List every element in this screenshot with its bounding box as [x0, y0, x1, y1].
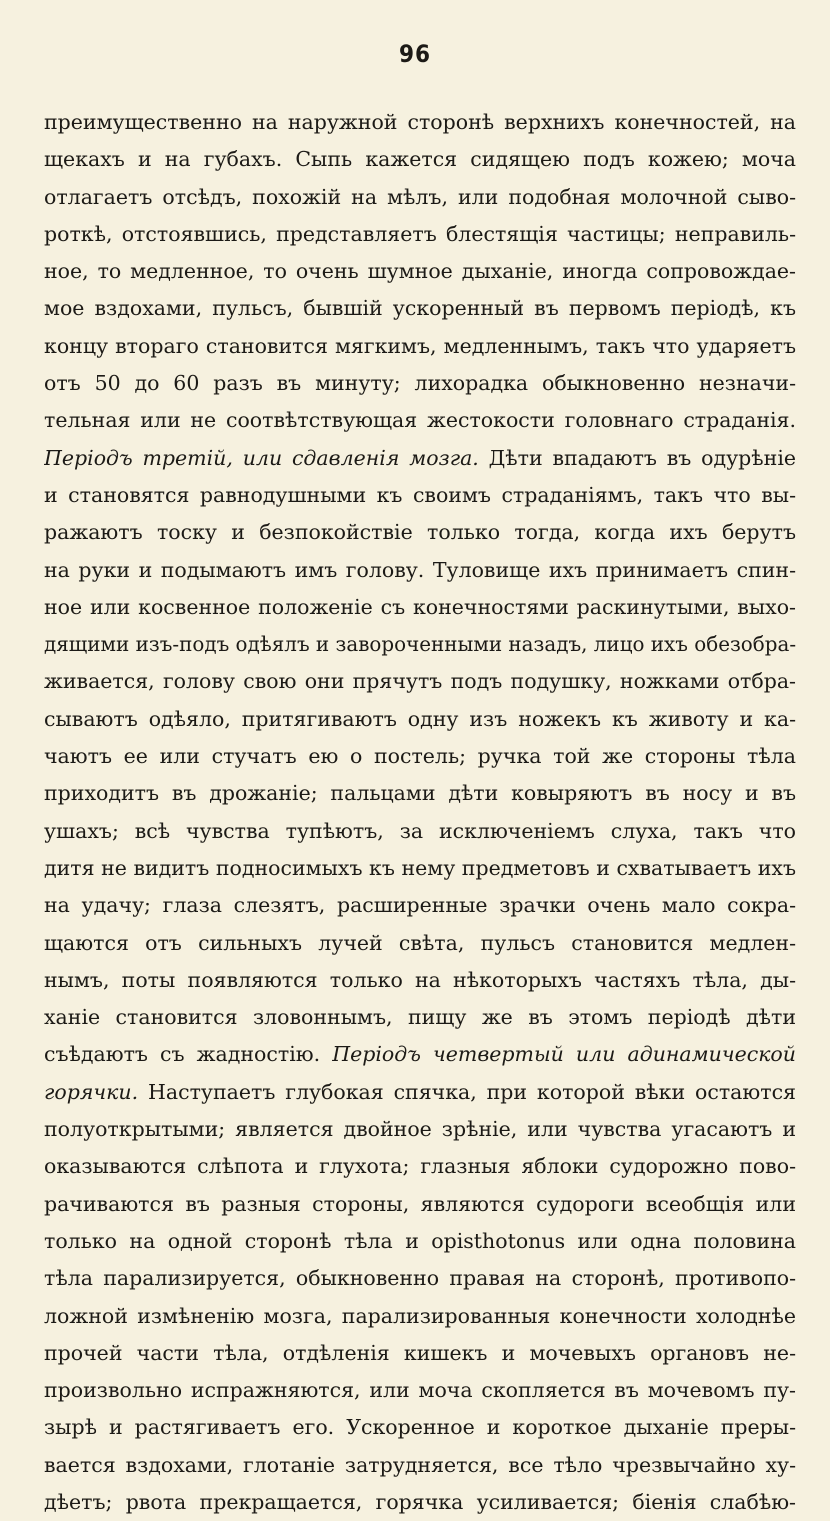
text-line [44, 738, 796, 775]
text-segment: концу втораго становится мягкимъ, медленнымъ, такъ что ударяетъ [44, 333, 796, 358]
text-line [44, 216, 796, 253]
text-segment: Наступаетъ глубокая спячка, при которой вѣки остаются [138, 1079, 796, 1104]
text-line [44, 626, 796, 663]
text-line [44, 663, 796, 700]
text-segment: преимущественно на наружной сторонѣ верхнихъ конечностей, на [44, 110, 796, 134]
text-segment: нымъ, поты появляются только на нѣкоторыхъ частяхъ тѣла, ды- [44, 967, 796, 992]
text-segment: приходитъ въ дрожаніе; пальцами дѣти ковыряютъ въ носу и въ [44, 781, 796, 806]
text-segment: съѣдаютъ съ жадностію. [44, 1042, 333, 1067]
text-segment: щекахъ и на губахъ. Сыпь кажется сидящею подъ кожею; моча [44, 147, 796, 172]
text-line [44, 477, 796, 514]
italic-text-segment: Періодъ четвертый или адинамической [332, 1042, 796, 1067]
text-line [44, 1409, 796, 1446]
text-segment: Дѣти впадаютъ въ одурѣніе [478, 445, 796, 470]
text-segment: оказываются слѣпота и глухота; глазныя яблоки судорожно пово- [44, 1154, 796, 1179]
text-segment: ное или косвенное положеніе съ конечностями раскинутыми, выхо- [44, 594, 796, 619]
text-segment: тельная или не соотвѣтствующая жестокости головнаго страданія. [44, 408, 796, 433]
text-line [44, 1298, 796, 1335]
text-segment: сываютъ одѣяло, притягиваютъ одну изъ ножекъ къ животу и ка- [44, 706, 796, 731]
text-segment: чаютъ ее или стучатъ ею о постель; ручка той же стороны тѣла [44, 744, 796, 769]
text-line [44, 999, 796, 1036]
text-line [44, 962, 796, 999]
text-segment: щаются отъ сильныхъ лучей свѣта, пульсъ становится медлен- [44, 930, 796, 955]
text-segment: живается, голову свою они прячутъ подъ подушку, ножками отбра- [44, 669, 796, 694]
text-segment: дящими изъ-подъ одѣялъ и завороченными назадъ, лицо ихъ обезобра- [44, 632, 796, 657]
text-line [44, 701, 796, 738]
text-line [44, 813, 796, 850]
text-line [44, 1372, 796, 1409]
text-line [44, 1186, 796, 1223]
text-segment: ложной измѣненію мозга, парализированныя конечности холоднѣе [44, 1303, 796, 1328]
text-line [44, 1484, 796, 1521]
text-line [44, 514, 796, 551]
page-number: 96 [398, 40, 432, 68]
text-segment: ушахъ; всѣ чувства тупѣютъ, за исключеніемъ слуха, такъ что [44, 818, 796, 843]
text-line [44, 328, 796, 365]
text-segment: ханіе становится зловоннымъ, пищу же въ этомъ періодѣ дѣти [44, 1005, 796, 1030]
text-line [44, 179, 796, 216]
text-line [44, 552, 796, 589]
text-segment: дѣетъ; рвота прекращается, горячка усиливается; біенія слабѣю- [44, 1489, 796, 1514]
text-segment: полуоткрытыми; является двойное зрѣніе, или чувства угасаютъ и [44, 1117, 796, 1142]
text-line [44, 925, 796, 962]
text-line [44, 1260, 796, 1297]
text-line [44, 1111, 796, 1148]
italic-text-segment: Періодъ третій, или сдавленія мозга. [44, 445, 479, 470]
text-segment: дитя не видитъ подносимыхъ къ нему предметовъ и схватываетъ ихъ [44, 855, 796, 880]
text-line [44, 402, 796, 439]
text-segment: роткѣ, отстоявшись, представляетъ блестящія частицы; неправиль- [44, 221, 796, 246]
text-line [44, 1148, 796, 1185]
text-segment: и становятся равнодушными къ своимъ страданіямъ, такъ что вы- [44, 482, 796, 507]
text-line [44, 1074, 796, 1111]
text-line [44, 775, 796, 812]
text-segment: тѣла парализируется, обыкновенно правая на сторонѣ, противопо- [44, 1266, 796, 1291]
text-line [44, 253, 796, 290]
text-line [44, 1223, 796, 1260]
italic-text-segment: горячки. [44, 1079, 139, 1104]
text-line [44, 141, 796, 178]
text-line [44, 1447, 796, 1484]
text-segment: прочей части тѣла, отдѣленія кишекъ и мочевыхъ органовъ не- [44, 1340, 796, 1365]
text-line [44, 365, 796, 402]
text-segment: отъ 50 до 60 разъ въ минуту; лихорадка обыкновенно незначи- [44, 371, 796, 396]
text-line [44, 850, 796, 887]
text-segment: мое вздохами, пульсъ, бывшій ускоренный въ первомъ періодѣ, къ [44, 296, 796, 321]
text-segment: ражаютъ тоску и безпокойствіе только тогда, когда ихъ берутъ [44, 520, 796, 545]
text-line [44, 104, 796, 141]
text-line [44, 1036, 796, 1073]
text-segment: рачиваются въ разныя стороны, являются судороги всеобщія или [44, 1191, 796, 1216]
text-line [44, 290, 796, 327]
text-line [44, 1335, 796, 1372]
text-line [44, 589, 796, 626]
body-text [44, 104, 796, 1521]
text-segment: зырѣ и растягиваетъ его. Ускоренное и короткое дыханіе преры- [44, 1415, 796, 1440]
text-segment: на руки и подымаютъ имъ голову. Туловище ихъ принимаетъ спин- [44, 557, 796, 582]
text-segment: произвольно испражняются, или моча скопляется въ мочевомъ пу- [44, 1378, 796, 1403]
text-line [44, 887, 796, 924]
text-segment: ное, то медленное, то очень шумное дыханіе, иногда сопровождае- [44, 259, 796, 284]
text-segment: отлагаетъ отсѣдъ, похожій на мѣлъ, или подобная молочной сыво- [44, 184, 796, 209]
text-segment: вается вздохами, глотаніе затрудняется, все тѣло чрезвычайно ху- [44, 1452, 796, 1477]
text-line [44, 440, 796, 477]
text-segment: на удачу; глаза слезятъ, расширенные зрачки очень мало сокра- [44, 893, 796, 918]
text-segment: только на одной сторонѣ тѣла и opisthotonus или одна половина [44, 1228, 796, 1253]
